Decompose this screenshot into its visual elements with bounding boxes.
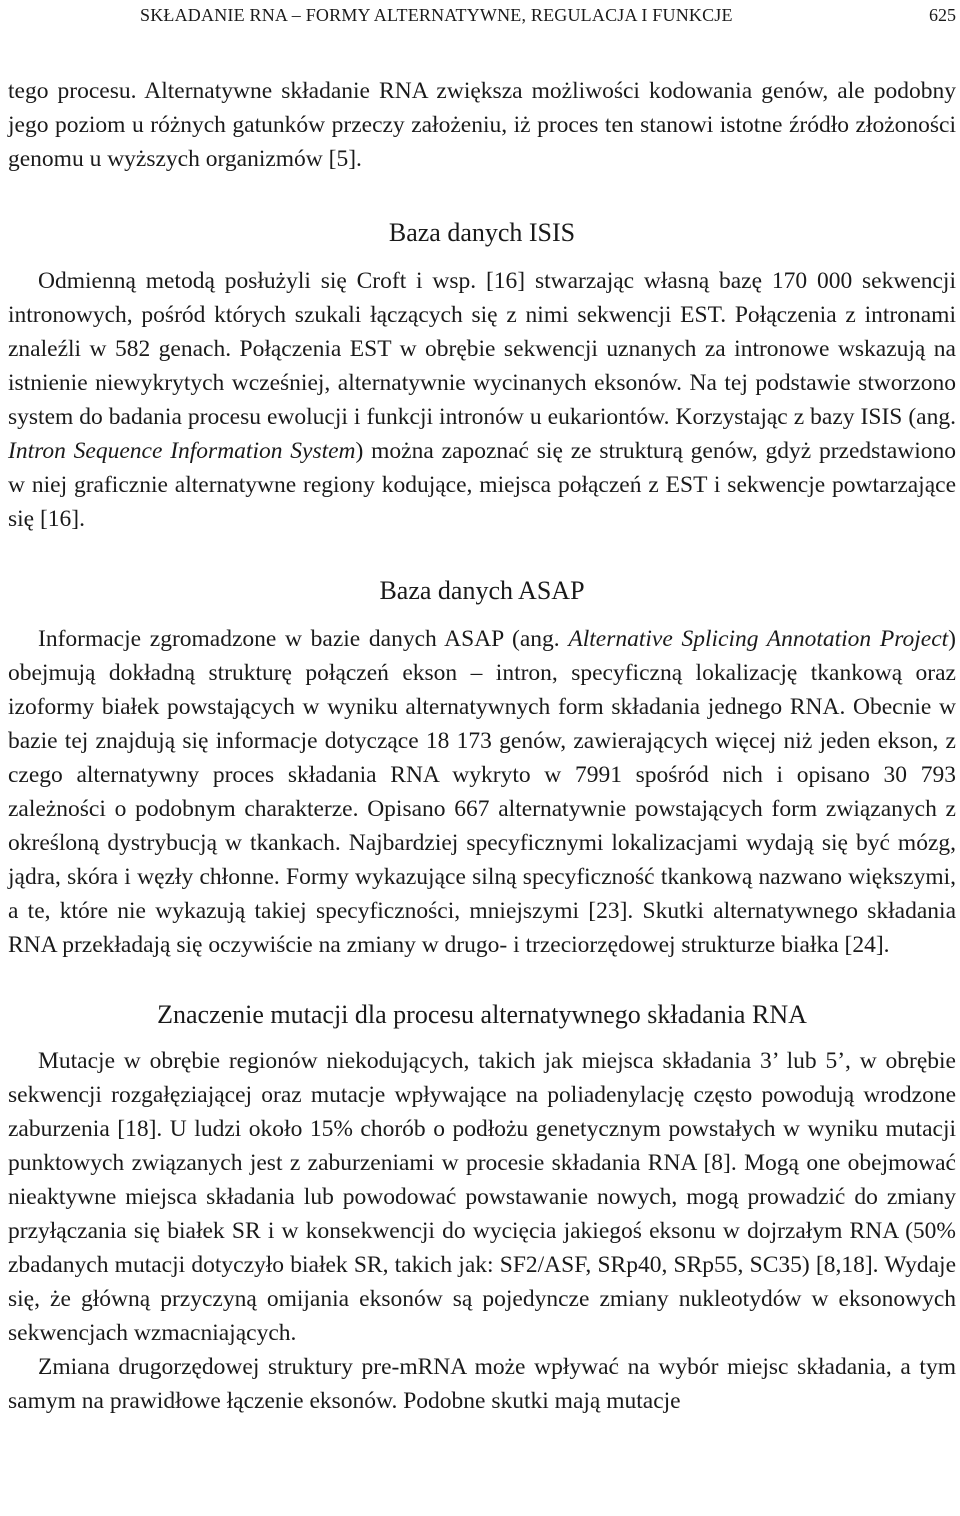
page-number: 625 bbox=[929, 5, 956, 25]
asap-paragraph bbox=[8, 622, 956, 962]
asap-text-end: ) obejmują dokładną strukturę połączeń ekson – intron, specyficzną lokalizację tkankową oraz izoformy białek powstających w wyniku alternatywnych form składania jednego RNA. Obecnie w bazie tej znajdują się informacje dotyczące 18 173 genów, zawierających więcej niż jeden ekson, z czego alternatywny proces składania RNA wykryto w 7991 spośród nich i opisano 30 793 zależności o podobnym charakterze. Opisano 667 alternatywnie powstających form związanych z określoną dystrybucją w tkankach. Najbardziej specyficznymi lokalizacjami wydają się być mózg, jądra, skóra i węzły chłonne. Formy wykazujące silną specyficzność tkankową nazwano większymi, a te, które nie wykazują takiej specyficzności, mniejszymi [23]. Skutki alternatywnego składania RNA przekładają się oczywiście na zmiany w drugo- i trzeciorzędowej strukturze białka [24]. bbox=[8, 626, 956, 958]
section-heading-isis: Baza danych ISIS bbox=[388, 218, 576, 247]
isis-italic-term: Intron Sequence Information System bbox=[8, 438, 356, 464]
section-heading-asap: Baza danych ASAP bbox=[379, 576, 585, 605]
asap-text-start: Informacje zgromadzone w bazie danych ASAP (ang. bbox=[38, 626, 569, 652]
mutations-paragraph-1: Mutacje w obrębie regionów niekodujących, takich jak miejsca składania 3’ lub 5’, w obrębie sekwencji rozgałęziającej oraz mutacje wpływające na poliadenylację często powodują wrodzone zaburzenia [18]. U ludzi około 15% chorób o podłożu genetycznym powstałych w wyniku mutacji punktowych związanych jest z zaburzeniami w procesie składania RNA [8]. Mogą one obejmować nieaktywne miejsca składania lub powodować powstawanie nowych, mogą prowadzić do zmiany przyłączania się białek SR i w konsekwencji do wycięcia jakiegoś eksonu w dojrzałym RNA (50% zbadanych mutacji dotyczyło białek SR, takich jak: SF2/ASF, SRp40, SRp55, SC35) [8,18]. Wydaje się, że główną przyczyną omijania eksonów są pojedyncze zmiany nukleotydów w eksonowych sekwencjach wzmacniających. bbox=[8, 1048, 956, 1346]
isis-paragraph bbox=[8, 264, 956, 536]
isis-text-start: Odmienną metodą posłużyli się Croft i wsp. [16] stwarzając własną bazę 170 000 sekwencji intronowych, pośród których szukali łączących się z nimi sekwencji EST. Połączenia z intronami znaleźli w 582 genach. Połączenia EST w obrębie sekwencji uznanych za intronowe wskazują na istnienie niewykrytych wcześniej, alternatywnie wycinanych eksonów. Na tej podstawie stworzono system do badania procesu ewolucji i funkcji intronów u eukariontów. Korzystając z bazy ISIS (ang. bbox=[8, 268, 956, 430]
asap-italic-term: Alternative Splicing Annotation Project bbox=[568, 626, 949, 652]
running-title: SKŁADANIE RNA – FORMY ALTERNATYWNE, REGULACJA I FUNKCJE bbox=[140, 5, 733, 25]
intro-paragraph: tego procesu. Alternatywne składanie RNA zwiększa możliwości kodowania genów, ale podobny jego poziom u różnych gatunków przeczy założeniu, iż proces ten stanowi istotne źródło złożoności genomu u wyższych organizmów [5]. bbox=[8, 78, 956, 172]
mutations-paragraph-2: Zmiana drugorzędowej struktury pre-mRNA może wpływać na wybór miejsc składania, a tym samym na prawidłowe łączenie eksonów. Podobne skutki mają mutacje bbox=[8, 1354, 956, 1414]
isis-text-end: ) można zapoznać się ze strukturą genów, gdyż przedstawiono w niej graficznie alternatywne regiony kodujące, miejsca połączeń z EST i sekwencje powtarzające się [16]. bbox=[8, 438, 956, 532]
page-body bbox=[8, 74, 956, 1418]
running-header bbox=[0, 0, 960, 30]
section-heading-mutations: Znaczenie mutacji dla procesu alternatywnego składania RNA bbox=[157, 1000, 807, 1029]
